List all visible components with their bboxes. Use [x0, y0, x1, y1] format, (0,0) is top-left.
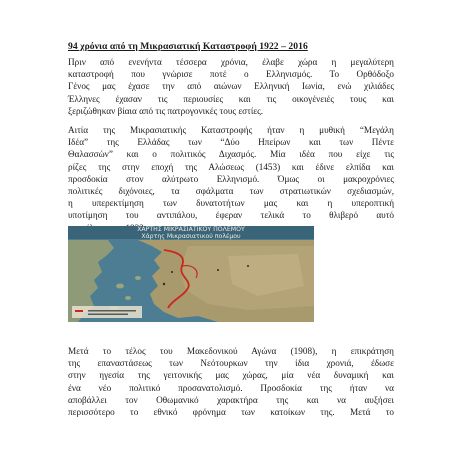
text-line: Έλληνες έχασαν τις περιουσίες και τις οικογένειές τους και: [68, 93, 394, 104]
text-line: Αιτία της Μικρασιατικής Καταστροφής ήταν η μυθική “Μεγάλη: [68, 125, 394, 135]
text-line: ρίζες της στην εποχή της Αλώσεως (1453) και έδινε ελπίδα και: [68, 161, 394, 172]
map-illustration: [68, 226, 314, 322]
text-line: Θαλασσών” και ο πολιτικός Διχασμός. Μία ιδέα που είχε τις: [68, 149, 394, 160]
text-line: αποβάλλει τον Οθωμανικό χαρακτήρα της και να αυξήσει: [68, 394, 394, 405]
text-line: Γένος μας έχασε την από αιώνων Ελληνική Ιωνία, ενώ χιλιάδες: [68, 81, 394, 92]
text-line: η υπερεκτίμηση των δυνατοτήτων μας και η υπεροπτική: [68, 198, 394, 209]
text-line: καταστροφή που γνώρισε ποτέ ο Ελληνισμός. Το Ορθόδοξο: [68, 69, 394, 80]
text-line: Ιδέα” της Ελλάδας των “Δύο Ηπείρων και των Πέντε: [68, 137, 394, 148]
paragraph-causes: [68, 124, 394, 234]
paragraph-history: [68, 345, 394, 418]
text-line: περισσότερο το εθνικό φρόνημα των κατοίκων της. Μετά το: [68, 407, 394, 418]
war-map-image: [68, 226, 314, 322]
map-caption: [68, 226, 314, 239]
text-line: της επαναστάσεως των Νεότουρκων την ίδια χρονιά, έδωσε: [68, 358, 394, 369]
document-title: 94 χρόνια από τη Μικρασιατική Καταστροφή 1922 – 2016: [68, 41, 308, 52]
text-line: Πριν από ενενήντα τέσσερα χρόνια, έλαβε χώρα η μεγαλύτερη: [68, 57, 394, 67]
text-line: στην ηγεσία της γειτονικής μας χώρας, μία νέα δυναμική και: [68, 370, 394, 381]
text-line: προσδοκία στον αλύτρωτο Ελληνισμό. Όμως οι μακροχρόνιες: [68, 173, 394, 184]
text-line: υποτίμηση του αντιπάλου, έφεραν τελικά το θλιβερό αυτό: [68, 210, 394, 221]
text-line: πολιτικές διχόνοιες, τα σφάλματα των στρατιωτικών σχεδιασμών,: [68, 186, 394, 197]
map-caption-line: Χάρτης Μικρασιατικού πολέμου: [141, 233, 241, 240]
text-line: ξεριζώθηκαν βίαια από τις πατρογονικές τους εστίες.: [68, 105, 264, 116]
map-caption-line: ΧΑΡΤΗΣ ΜΙΚΡΑΣΙΑΤΙΚΟΥ ΠΟΛΕΜΟΥ: [137, 226, 245, 233]
text-line: Μετά το τέλος του Μακεδονικού Αγώνα (1908), η επικράτηση: [68, 346, 394, 356]
paragraph-intro: [68, 56, 394, 117]
text-line: ένα νέο πολιτικό προσανατολισμό. Προσδοκία της ήταν να: [68, 382, 394, 393]
